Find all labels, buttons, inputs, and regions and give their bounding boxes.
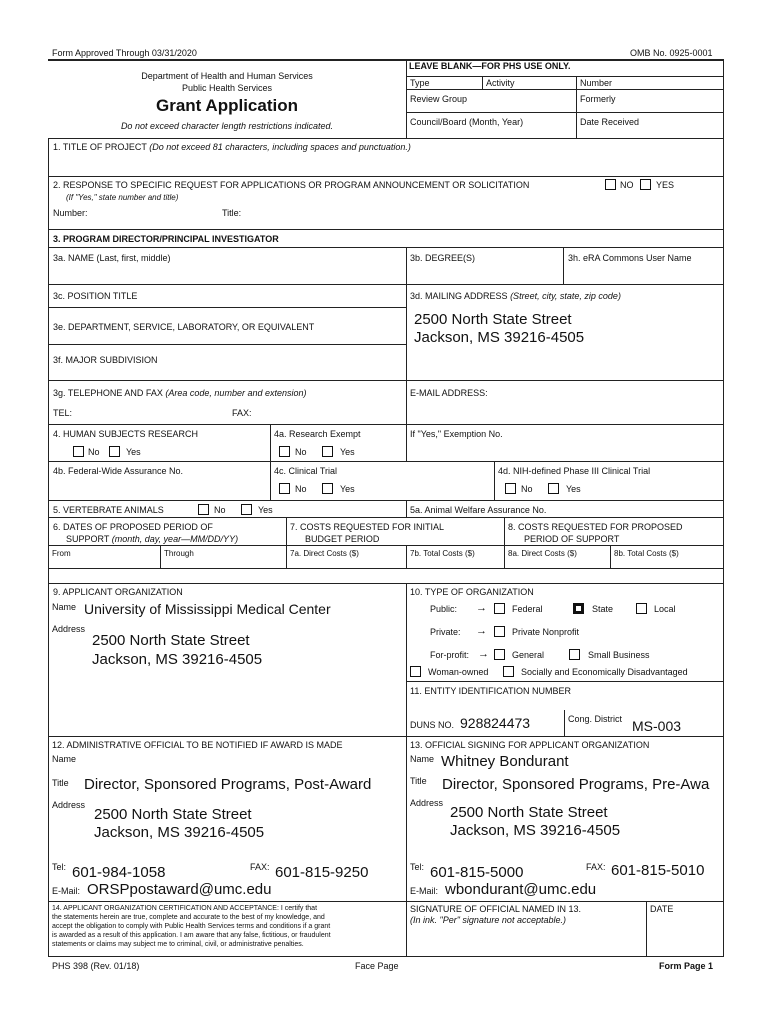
signer-address-line2: Jackson, MS 39216-4505 — [450, 822, 621, 839]
woman-owned-label: Woman-owned — [428, 667, 489, 677]
private-nonprofit-checkbox[interactable] — [494, 626, 505, 637]
admin-name-label: Name — [52, 754, 77, 764]
phs-type: Type — [410, 78, 430, 88]
human-subjects-yes-checkbox[interactable] — [109, 446, 120, 457]
clinical-trial-no-checkbox[interactable] — [279, 483, 290, 494]
signer-name-value[interactable]: Whitney Bondurant — [441, 753, 569, 770]
admin-address-line1: 2500 North State Street — [94, 806, 252, 823]
small-business-checkbox[interactable] — [569, 649, 580, 660]
phs-activity: Activity — [486, 78, 515, 88]
section2-note: (If "Yes," state number and title) — [66, 193, 179, 202]
forprofit-label: For-profit: — [430, 650, 470, 660]
signer-tel-label: Tel: — [410, 862, 425, 872]
section2-no-checkbox[interactable] — [605, 179, 616, 190]
signature-note: (In ink. "Per" signature not acceptable.) — [410, 915, 566, 925]
state-label: State — [592, 604, 614, 614]
woman-owned-checkbox[interactable] — [410, 666, 421, 677]
admin-tel-label: Tel: — [52, 862, 67, 872]
clinical-trial-label: 4c. Clinical Trial — [274, 466, 338, 476]
signer-address-label: Address — [410, 798, 444, 808]
pi-department-label: 3e. DEPARTMENT, SERVICE, LABORATORY, OR EQUIVALENT — [53, 322, 315, 332]
admin-title-label: Title — [52, 778, 69, 788]
section10-label: 10. TYPE OF ORGANIZATION — [410, 587, 534, 597]
pi-tel-label: TEL: — [53, 408, 73, 418]
certification-line3: accept the obligation to comply with Public Health Services terms and conditions if a grant — [52, 923, 331, 930]
clinical-trial-no-label: No — [295, 484, 307, 494]
local-label: Local — [654, 604, 676, 614]
signer-email-label: E-Mail: — [410, 886, 439, 896]
signer-fax-value[interactable]: 601-815-5010 — [611, 862, 705, 879]
state-checkbox[interactable] — [573, 603, 584, 614]
section12-label: 12. ADMINISTRATIVE OFFICIAL TO BE NOTIFIED IF AWARD IS MADE — [52, 740, 343, 750]
section8-line2: PERIOD OF SUPPORT — [524, 534, 620, 544]
pi-name-label: 3a. NAME (Last, first, middle) — [53, 253, 171, 263]
research-exempt-no-checkbox[interactable] — [279, 446, 290, 457]
pi-phone-title: 3g. TELEPHONE AND FAX — [53, 388, 163, 398]
admin-tel-value[interactable]: 601-984-1058 — [72, 864, 166, 881]
human-subjects-yes-label: Yes — [126, 447, 141, 457]
pi-mailing-line2: Jackson, MS 39216-4505 — [414, 329, 585, 346]
public-label: Public: — [430, 604, 458, 614]
vertebrate-no-checkbox[interactable] — [198, 504, 209, 515]
admin-address-label: Address — [52, 800, 86, 810]
pi-era-label: 3h. eRA Commons User Name — [568, 253, 692, 263]
section2-no-label: NO — [620, 180, 634, 190]
department-name: Department of Health and Human Services — [141, 71, 313, 81]
admin-email-label: E-Mail: — [52, 886, 81, 896]
pi-fax-label: FAX: — [232, 408, 252, 418]
fwa-label: 4b. Federal-Wide Assurance No. — [53, 466, 184, 476]
section1-note: (Do not exceed 81 characters, including spaces and punctuation.) — [149, 142, 411, 152]
private-label: Private: — [430, 627, 461, 637]
general-label: General — [512, 650, 545, 660]
pi-subdivision-label: 3f. MAJOR SUBDIVISION — [53, 355, 158, 365]
pi-mailing-line1: 2500 North State Street — [414, 311, 572, 328]
pi-position-label: 3c. POSITION TITLE — [53, 291, 138, 301]
admin-title-value[interactable]: Director, Sponsored Programs, Post-Award — [84, 776, 372, 793]
certification-line4: is awarded as a result of this application. I am aware that any false, fictitious, or fraudulent — [52, 932, 331, 939]
section6-line2 — [66, 534, 238, 544]
duns-value[interactable]: 928824473 — [460, 715, 531, 731]
private-nonprofit-label: Private Nonprofit — [512, 627, 580, 637]
org-name-value[interactable]: University of Mississippi Medical Center — [84, 601, 331, 617]
proposed-direct-label: 8a. Direct Costs ($) — [508, 549, 577, 558]
section2-yes-checkbox[interactable] — [640, 179, 651, 190]
admin-fax-label: FAX: — [250, 862, 270, 872]
signature-label: SIGNATURE OF OFFICIAL NAMED IN 13. — [410, 904, 582, 914]
phs-review-group: Review Group — [410, 94, 468, 104]
phase3-no-label: No — [521, 484, 533, 494]
service-name: Public Health Services — [181, 83, 273, 93]
signer-title-label: Title — [410, 776, 427, 786]
section4-label: 4. HUMAN SUBJECTS RESEARCH — [53, 429, 199, 439]
signer-address-line1: 2500 North State Street — [450, 804, 608, 821]
period-through-label: Through — [164, 549, 194, 558]
general-checkbox[interactable] — [494, 649, 505, 660]
section3-heading: 3. PROGRAM DIRECTOR/PRINCIPAL INVESTIGATOR — [53, 234, 279, 244]
exemption-number-label: If "Yes," Exemption No. — [410, 429, 503, 439]
local-checkbox[interactable] — [636, 603, 647, 614]
date-field[interactable] — [648, 916, 720, 952]
section11-label: 11. ENTITY IDENTIFICATION NUMBER — [410, 686, 572, 696]
phs-formerly: Formerly — [580, 94, 616, 104]
vertebrate-yes-label: Yes — [258, 505, 273, 515]
forprofit-arrow-icon: → — [478, 648, 489, 660]
signer-title-value[interactable]: Director, Sponsored Programs, Pre-Awa — [442, 776, 710, 793]
disadvantaged-label: Socially and Economically Disadvantaged — [521, 667, 688, 677]
section7-line1: 7. COSTS REQUESTED FOR INITIAL — [290, 522, 445, 532]
admin-fax-value[interactable]: 601-815-9250 — [275, 864, 369, 881]
date-label: DATE — [650, 904, 674, 914]
pi-mailing-label — [410, 291, 621, 301]
form-number: PHS 398 (Rev. 01/18) — [52, 961, 140, 971]
signer-email-value[interactable]: wbondurant@umc.edu — [445, 881, 597, 898]
public-arrow-icon: → — [476, 602, 487, 614]
research-exempt-no-label: No — [295, 447, 307, 457]
certification-text — [52, 904, 331, 949]
initial-direct-label: 7a. Direct Costs ($) — [290, 549, 359, 558]
section6-note: (month, day, year—MM/DD/YY) — [111, 534, 239, 544]
disadvantaged-checkbox[interactable] — [503, 666, 514, 677]
cong-district-value[interactable]: MS-003 — [632, 718, 682, 734]
org-address-label: Address — [52, 624, 86, 634]
approval-text: Form Approved Through 03/31/2020 — [52, 48, 197, 58]
signer-name-label: Name — [410, 754, 435, 764]
clinical-trial-yes-label: Yes — [340, 484, 355, 494]
pi-mailing-title: 3d. MAILING ADDRESS — [410, 291, 508, 301]
signer-fax-label: FAX: — [586, 862, 606, 872]
phase3-yes-checkbox[interactable] — [548, 483, 559, 494]
section6-support: SUPPORT — [66, 534, 110, 544]
section2-label: 2. RESPONSE TO SPECIFIC REQUEST FOR APPLICATIONS OR PROGRAM ANNOUNCEMENT OR SOLICITATION — [53, 180, 530, 190]
proposed-total-label: 8b. Total Costs ($) — [614, 549, 679, 558]
section13-label: 13. OFFICIAL SIGNING FOR APPLICANT ORGANIZATION — [410, 740, 650, 750]
private-arrow-icon: → — [476, 625, 487, 637]
admin-email-value[interactable]: ORSPpostaward@umc.edu — [87, 881, 272, 898]
pi-degree-label: 3b. DEGREE(S) — [410, 253, 476, 263]
clinical-trial-yes-checkbox[interactable] — [322, 483, 333, 494]
section5-label: 5. VERTEBRATE ANIMALS — [53, 505, 164, 515]
pi-phone-label — [53, 388, 307, 398]
project-title-field[interactable] — [52, 155, 720, 175]
section2-number-label: Number: — [53, 208, 88, 218]
federal-label: Federal — [512, 604, 543, 614]
section6-line1: 6. DATES OF PROPOSED PERIOD OF — [53, 522, 213, 532]
animal-welfare-label: 5a. Animal Welfare Assurance No. — [410, 505, 547, 515]
phase3-yes-label: Yes — [566, 484, 581, 494]
phs-number: Number — [580, 78, 613, 88]
form-title: Grant Application — [156, 96, 298, 115]
section9-label: 9. APPLICANT ORGANIZATION — [53, 587, 183, 597]
section1-label — [53, 142, 411, 152]
phase3-no-checkbox[interactable] — [505, 483, 516, 494]
pi-phone-note: (Area code, number and extension) — [165, 388, 307, 398]
section7-line2: BUDGET PERIOD — [305, 534, 380, 544]
section2-yes-label: YES — [656, 180, 675, 190]
page-label: Form Page 1 — [659, 961, 714, 971]
section2-title-label: Title: — [222, 208, 242, 218]
org-address-line1: 2500 North State Street — [92, 632, 250, 649]
vertebrate-yes-checkbox[interactable] — [241, 504, 252, 515]
period-from-label: From — [52, 549, 71, 558]
phs-date-received: Date Received — [580, 117, 640, 127]
certification-line1: 14. APPLICANT ORGANIZATION CERTIFICATION AND ACCEPTANCE: I certify that — [52, 905, 318, 912]
research-exempt-yes-checkbox[interactable] — [322, 446, 333, 457]
signature-field[interactable] — [408, 928, 644, 954]
section8-line1: 8. COSTS REQUESTED FOR PROPOSED — [508, 522, 683, 532]
research-exempt-yes-label: Yes — [340, 447, 355, 457]
duns-label: DUNS NO. — [410, 720, 455, 730]
pi-mailing-note: (Street, city, state, zip code) — [510, 291, 621, 301]
vertebrate-no-label: No — [214, 505, 226, 515]
research-exempt-label: 4a. Research Exempt — [274, 429, 361, 439]
signer-tel-value[interactable]: 601-815-5000 — [430, 864, 524, 881]
small-business-label: Small Business — [588, 650, 650, 660]
human-subjects-no-checkbox[interactable] — [73, 446, 84, 457]
admin-address-line2: Jackson, MS 39216-4505 — [94, 824, 265, 841]
human-subjects-no-label: No — [88, 447, 100, 457]
pi-email-label: E-MAIL ADDRESS: — [410, 388, 488, 398]
omb-number: OMB No. 0925-0001 — [630, 48, 713, 58]
phase3-label: 4d. NIH-defined Phase III Clinical Trial — [498, 466, 651, 476]
cong-district-label: Cong. District — [568, 714, 623, 724]
certification-line2: the statements herein are true, complete and accurate to the best of my knowledge, and — [52, 914, 325, 921]
length-instruction: Do not exceed character length restrictions indicated. — [120, 121, 334, 131]
org-address-line2: Jackson, MS 39216-4505 — [92, 651, 263, 668]
section1-title: 1. TITLE OF PROJECT — [53, 142, 147, 152]
org-name-label: Name — [52, 602, 77, 612]
face-page-label: Face Page — [355, 961, 399, 971]
federal-checkbox[interactable] — [494, 603, 505, 614]
phs-heading: LEAVE BLANK—FOR PHS USE ONLY. — [409, 61, 571, 71]
certification-line5: statements or claims may subject me to criminal, civil, or administrative penalties. — [52, 941, 304, 948]
phs-council: Council/Board (Month, Year) — [410, 117, 524, 127]
initial-total-label: 7b. Total Costs ($) — [410, 549, 475, 558]
